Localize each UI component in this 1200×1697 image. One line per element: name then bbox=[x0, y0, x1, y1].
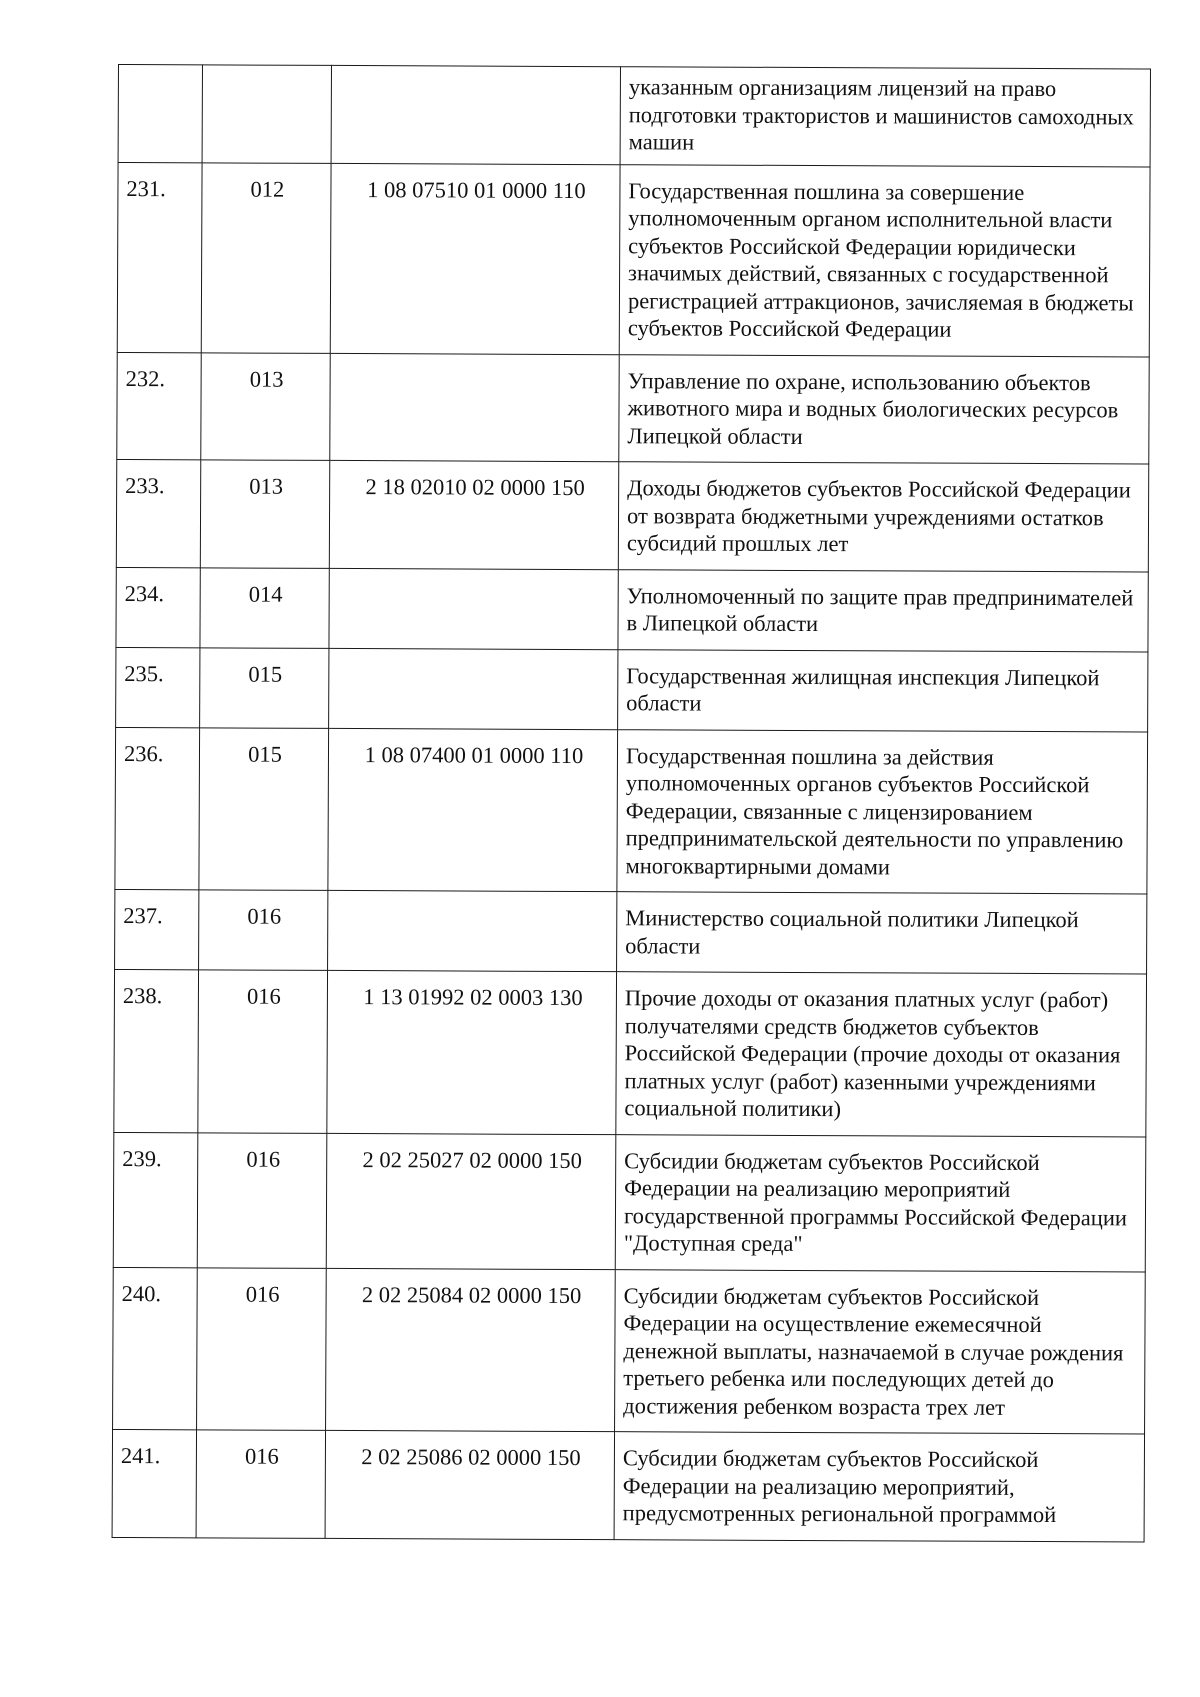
admin-code-cell: 013 bbox=[200, 460, 329, 568]
budget-classification-code-cell bbox=[330, 353, 619, 462]
admin-code-cell: 014 bbox=[200, 567, 329, 648]
table-row bbox=[116, 647, 1148, 732]
admin-code-cell: 016 bbox=[199, 890, 328, 971]
budget-classification-code-cell: 1 08 07510 01 0000 110 bbox=[330, 163, 620, 354]
budget-classification-code-cell bbox=[329, 648, 618, 729]
table-row bbox=[117, 162, 1150, 357]
revenue-name-cell: Министерство социальной политики Липецкой области bbox=[617, 892, 1147, 974]
table-row bbox=[113, 1267, 1146, 1434]
table-row bbox=[117, 352, 1149, 464]
budget-classification-code-cell: 1 08 07400 01 0000 110 bbox=[328, 728, 618, 892]
budget-classification-code-cell: 2 02 25086 02 0000 150 bbox=[325, 1430, 614, 1539]
admin-code-cell: 013 bbox=[201, 352, 330, 460]
revenue-name-cell: Доходы бюджетов субъектов Российской Федерации от возврата бюджетными учреждениями остатков субсидий прошлых лет bbox=[618, 462, 1148, 572]
revenue-name-cell: Прочие доходы от оказания платных услуг (работ) получателями средств бюджетов субъектов Российской Федерации (прочие доходы от оказания платных услуг (работ) казенными учреждениями социальной политики) bbox=[616, 972, 1147, 1137]
revenue-name-cell: Государственная пошлина за совершение уполномоченным органом исполнительной власти субъектов Российской Федерации юридически значимых действий, связанных с государственной регистрацией аттракционов, зачисляемая в бюджеты субъектов Российской Федерации bbox=[619, 164, 1150, 356]
revenue-name-cell: Субсидии бюджетам субъектов Российской Федерации на реализацию мероприятий государственной программы Российской Федерации "Доступная среда" bbox=[615, 1134, 1146, 1271]
admin-code-cell: 016 bbox=[197, 1132, 327, 1268]
admin-code-cell: 015 bbox=[199, 727, 329, 890]
table-row bbox=[116, 567, 1148, 652]
row-number-cell: 238. bbox=[114, 969, 199, 1132]
revenue-name-cell: Субсидии бюджетам субъектов Российской Федерации на осуществление ежемесячной денежной выплаты, назначаемой в случае рождения третьего ребенка или последующих детей до достижения ребенком возраста трех лет bbox=[615, 1269, 1146, 1434]
budget-classification-code-cell: 2 18 02010 02 0000 150 bbox=[329, 460, 618, 569]
revenue-name-cell: Субсидии бюджетам субъектов Российской Федерации на реализацию мероприятий, предусмотренных региональной программой bbox=[614, 1432, 1144, 1542]
table-row bbox=[115, 727, 1148, 894]
budget-classification-code-cell: 2 02 25084 02 0000 150 bbox=[326, 1268, 616, 1432]
row-number-cell: 239. bbox=[113, 1132, 198, 1267]
row-number-cell: 233. bbox=[116, 459, 200, 567]
table-row bbox=[113, 1132, 1146, 1272]
row-number-cell: 232. bbox=[117, 352, 201, 460]
revenue-name-cell: Государственная жилищная инспекция Липецкой области bbox=[618, 649, 1148, 731]
admin-code-cell: 012 bbox=[201, 162, 331, 353]
revenue-name-cell: указанным организациям лицензий на право подготовки трактористов и машинистов самоходных машин bbox=[620, 67, 1150, 167]
row-number-cell: 237. bbox=[115, 889, 199, 969]
revenue-name-cell: Управление по охране, использованию объектов животного мира и водных биологических ресурсов Липецкой области bbox=[619, 354, 1149, 464]
row-number-cell bbox=[118, 65, 202, 163]
table-row bbox=[114, 969, 1147, 1136]
admin-code-cell: 016 bbox=[198, 970, 328, 1133]
row-number-cell: 235. bbox=[116, 647, 200, 727]
table-row bbox=[115, 889, 1147, 974]
table-row bbox=[116, 459, 1148, 571]
row-number-cell: 231. bbox=[117, 162, 202, 352]
budget-codes-table bbox=[112, 64, 1151, 1542]
budget-classification-code-cell bbox=[331, 65, 620, 164]
admin-code-cell: 016 bbox=[196, 1430, 325, 1538]
table-row bbox=[112, 1429, 1144, 1541]
admin-code-cell bbox=[202, 65, 331, 163]
admin-code-cell: 015 bbox=[200, 647, 329, 728]
row-number-cell: 240. bbox=[113, 1267, 198, 1430]
table-row bbox=[118, 65, 1150, 167]
table-body bbox=[112, 65, 1150, 1542]
budget-classification-code-cell: 1 13 01992 02 0003 130 bbox=[327, 970, 617, 1134]
row-number-cell: 234. bbox=[116, 567, 200, 647]
budget-classification-code-cell: 2 02 25027 02 0000 150 bbox=[326, 1133, 616, 1269]
admin-code-cell: 016 bbox=[197, 1267, 327, 1430]
budget-classification-code-cell bbox=[328, 890, 617, 971]
revenue-name-cell: Государственная пошлина за действия уполномоченных органов субъектов Российской Федерации, связанные с лицензированием предпринимательской деятельности по управлению многоквартирными домами bbox=[617, 729, 1148, 894]
revenue-name-cell: Уполномоченный по защите прав предпринимателей в Липецкой области bbox=[618, 569, 1148, 651]
budget-classification-code-cell bbox=[329, 568, 618, 649]
row-number-cell: 241. bbox=[112, 1429, 196, 1537]
row-number-cell: 236. bbox=[115, 727, 200, 890]
